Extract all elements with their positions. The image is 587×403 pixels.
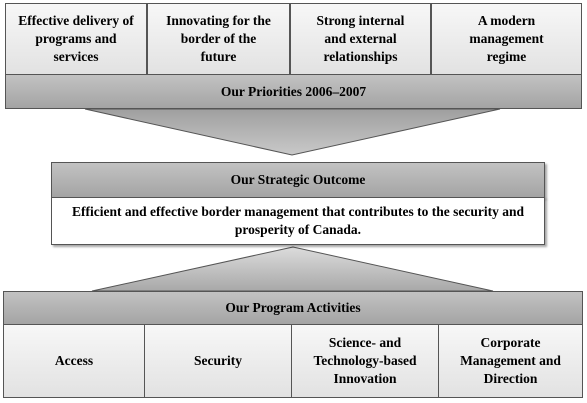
activity-box-4 (438, 324, 583, 398)
priority-label: Innovating for the border of the future (166, 13, 271, 64)
priority-label: Strong internal and external relationships (316, 13, 405, 64)
activity-label: Corporate Management and Direction (460, 335, 561, 386)
outcome-text: Efficient and effective border management that contributes to the security and prosperity of Canada. (72, 204, 524, 237)
activity-label: Security (194, 353, 242, 368)
priority-label: A modern management regime (469, 13, 544, 64)
activities-heading (3, 291, 583, 325)
priority-label: Effective delivery of programs and services (18, 13, 134, 64)
activity-box-1 (3, 324, 145, 398)
down-arrow-shape (85, 109, 500, 155)
outcome-heading-text: Our Strategic Outcome (230, 172, 366, 187)
outcome-box (51, 197, 545, 245)
activities-heading-text: Our Program Activities (225, 300, 361, 315)
outcome-heading (51, 162, 545, 198)
activity-label: Science- and Technology-based Innovation (313, 335, 417, 386)
activity-label: Access (54, 353, 94, 368)
activity-box-3 (291, 324, 439, 398)
activity-box-2 (144, 324, 292, 398)
up-arrow-shape (92, 247, 493, 291)
priorities-heading-text: Our Priorities 2006–2007 (220, 83, 367, 99)
